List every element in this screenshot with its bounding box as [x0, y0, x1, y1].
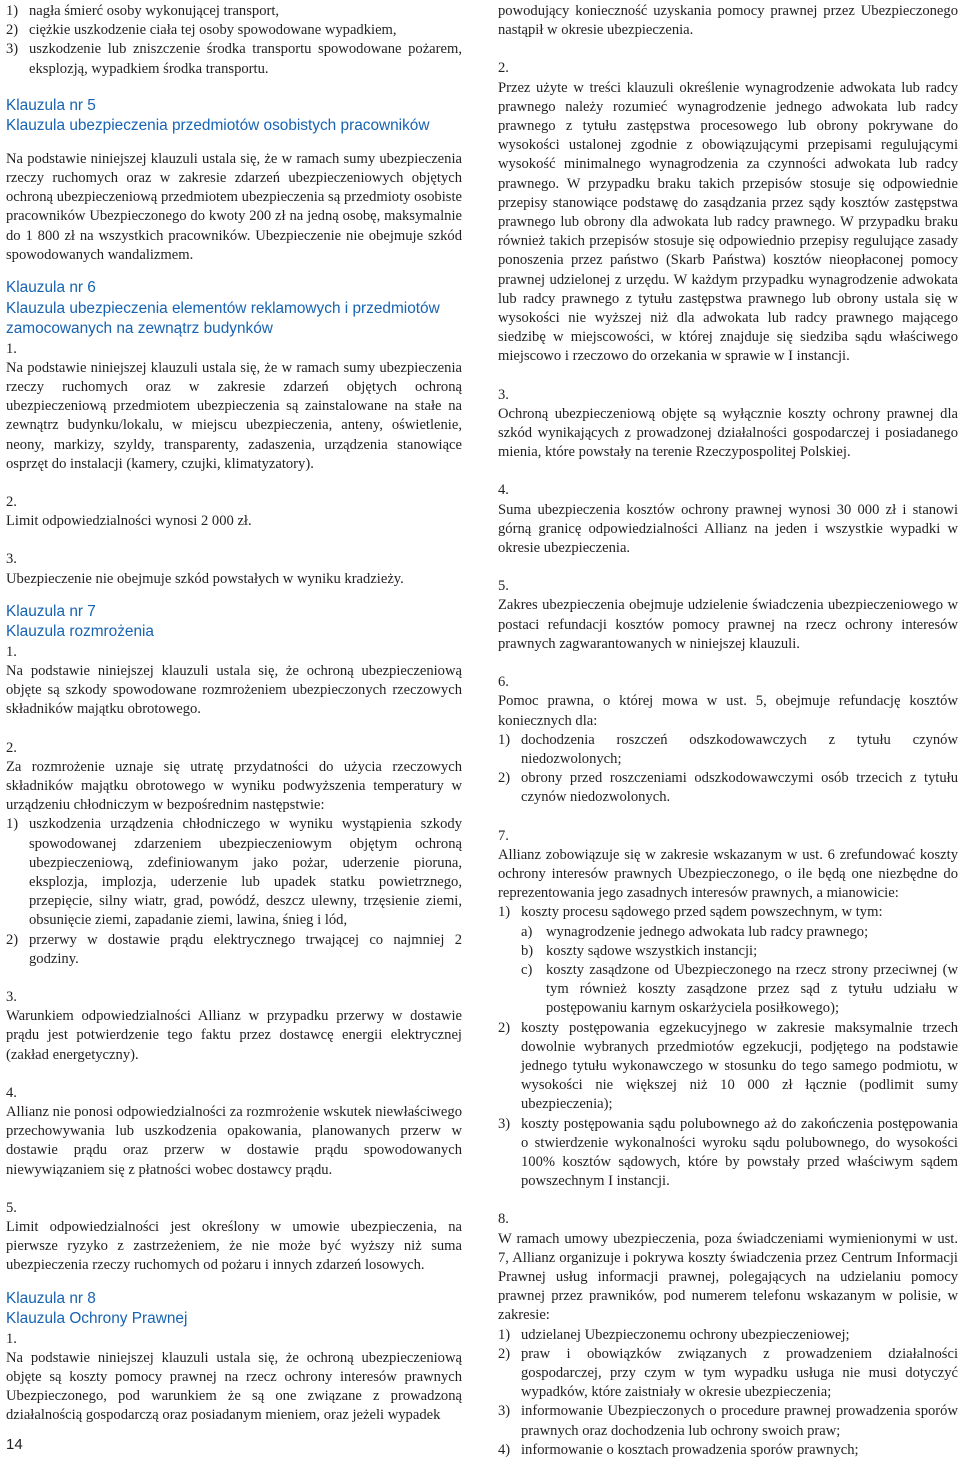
list-item: 1) koszty procesu sądowego przed sądem powszechnym, w tym: a) wynagrodzenie jednego adwokata lub radcy prawnego; b) koszty sądowe wszystkich instancji; c) koszty zasądzone od Ubezpieczonego na rzecz strony przeciwnej (w tym również koszty zasądzone przez sąd z tytułu udziału w postępowaniu karnym oskarżyciela posiłkowego); [498, 903, 958, 1018]
clause-8-list-8 [498, 1326, 958, 1460]
clause-8-paragraph-6: Pomoc prawna, o której mowa w ust. 5, obejmuje refundację kosztów koniecznych dla: [498, 693, 958, 729]
section-number: 2. [6, 493, 17, 510]
section-number: 5. [498, 578, 509, 595]
list-item: 3) uszkodzenie lub zniszczenie środka transportu spowodowane pożarem, eksplozją, wypadkiem środka transportu. [6, 41, 462, 77]
section-number: 1. [6, 1330, 17, 1347]
clause-6-number: Klauzula nr 6 [6, 279, 96, 297]
clause-7-number: Klauzula nr 7 [6, 602, 96, 620]
intro-list [6, 2, 462, 79]
clause-8-title: Klauzula Ochrony Prawnej [6, 1310, 188, 1328]
clause-8-paragraph-8: W ramach umowy ubezpieczenia, poza świadczeniami wymienionymi w ust. 7, Allianz organizuje i pokrywa koszty świadczenia przez Centrum Informacji Prawnej usług informacji prawnej, polegających na udzielaniu pomocy prawnej przez prawników, pod numerem telefonu wskazanym w polisie, w zakresie: [498, 1230, 958, 1324]
list-item: 2) przerwy w dostawie prądu elektrycznego trwającej co najmniej 2 godziny. [6, 931, 462, 967]
section-number: 3. [6, 989, 17, 1006]
clause-8-paragraph-1: Na podstawie niniejszej klauzuli ustala się, że ochroną ubezpieczeniową objęte są koszty pomocy prawnej na rzecz ochrony interesów prawnych Ubezpieczonego, pod warunkiem że są one związane z prowadzoną działalnością gospodarczą oraz posiadanym mieniem, oraz jeżeli wypadek [6, 1349, 462, 1424]
clause-8-paragraph-2: Przez użyte w treści klauzuli określenie wynagrodzenie adwokata lub radcy prawnego należy rozumieć wynagrodzenie jednego adwokata lub radcy prawnego z tytułu zastępstwa procesowego lub obrony pokrywane do wysokości ustalonej zgodnie z obowiązującymi przepisami regulującymi wysokość minimalnego wynagrodzenia za czynności adwokata lub radcy prawnego. W przypadku braku takich przepisów stosuje się odpowiednie przepisy stanowiące podstawę do zasądzania przez sądy kosztów zastępstwa prawnego lub obrony dla adwokata lub radcy prawnego. W przypadku braku również takich przepisów stosuje się odpowiednio przepisy regulujące zasady ponoszenia przez państwo (Skarb Państwa) kosztów nieopłaconej pomocy prawnej udzielonej z urzędu. W każdym przypadku wynagrodzenie adwokata lub radcy prawnego z tytułu zastępstwa prawnego lub obrony ustala się w wysokości nie wyższej niż dla adwokata lub radcy prawnego mającego siedzibę w miejscowości, w której znajduje się siedziba sądu właściwego miejscowo i rzeczowo do orzekania w sprawie w I instancji. [498, 79, 958, 365]
list-item: 3) koszty postępowania sądu polubownego aż do zakończenia postępowania o stwierdzenie wykonalności wyroku sądu polubownego, do wysokości 100% kosztów sądowych, które by powstały przed właściwym sądem powszechnym I instancji. [498, 1115, 958, 1190]
clause-8-paragraph-5: Zakres ubezpieczenia obejmuje udzielenie świadczenia ubezpieczeniowego w postaci refundacji kosztów pomocy prawnej na rzecz ochrony interesów prawnych zagwarantowanych w niniejszej klauzuli. [498, 597, 958, 652]
section-number: 2. [498, 60, 509, 77]
clause-8-paragraph-7: Allianz zobowiązuje się w zakresie wskazanym w ust. 6 zrefundować koszty ochrony interesów prawnych Ubezpieczonego, o ile będą one niezbędne do reprezentowania jego zasadnych interesów prawnych, a mianowicie: [498, 846, 958, 902]
list-item: 1) uszkodzenia urządzenia chłodniczego w wyniku wystąpienia szkody spowodowanej zdarzeniem ubezpieczeniowym objętym ochroną ubezpieczeniową, zdefiniowanym jako pożar, uderzenie pioruna, eksplozja, implozja, uderzenie lub upadek statku powietrznego, przepięcie, silny wiatr, grad, powódź, deszcz ulewny, trzęsienie ziemi, obsunięcie ziemi, zapadanie ziemi, lawina, śnieg i lód, [6, 816, 462, 929]
clause-6-title: Klauzula ubezpieczenia elementów reklamowych i przedmiotów zamocowanych na zewnątrz budynków [6, 299, 440, 338]
clause-8-paragraph-4: Suma ubezpieczenia kosztów ochrony prawnej wynosi 30 000 zł i stanowi górną granicę odpowiedzialności Allianz na jeden i wszystkie wypadki w okresie ubezpieczenia. [498, 501, 958, 557]
left-column [6, 2, 462, 1426]
section-number: 1. [6, 643, 17, 660]
clause-6-paragraph-3: Ubezpieczenie nie obejmuje szkód powstałych w wyniku kradzieży. [6, 570, 404, 587]
clause-8-number: Klauzula nr 8 [6, 1289, 96, 1307]
clause-5-paragraph: Na podstawie niniejszej klauzuli ustala się, że w ramach sumy ubezpieczenia rzeczy ruchomych oraz w zakresie zdarzeń ubezpieczeniowych objętych ochroną ubezpieczeniową przedmiotem ubezpieczenia są przedmioty osobiste pracowników Ubezpieczonego do kwoty 200 zł na jedną osobę, maksymalnie do 1 800 zł na wszystkich pracowników. Ubezpieczenie nie obejmuje szkód spowodowanych wandalizmem. [6, 150, 462, 263]
clause-7-title: Klauzula rozmrożenia [6, 623, 154, 641]
section-number: 4. [6, 1084, 17, 1101]
list-item: 3) informowanie Ubezpieczonych o procedure prawnej prowadzenia sporów prawnych oraz dochodzenia lub ochrony swoich praw; [498, 1403, 958, 1439]
clause-5-title: Klauzula ubezpieczenia przedmiotów osobistych pracowników [6, 117, 430, 135]
list-item: 1) dochodzenia roszczeń odszkodowawczych z tytułu czynów niedozwolonych; [498, 731, 958, 767]
list-item: b) koszty sądowe wszystkich instancji; [521, 942, 758, 959]
clause-7-paragraph-2: Za rozmrożenie uznaje się utratę przydatności do użycia rzeczowych składników majątku obrotowego w wyniku podwyższenia temperatury w urządzeniu chłodniczym w bezpośrednim następstwie: [6, 758, 462, 814]
list-item: 4) informowanie o kosztach prowadzenia sporów prawnych; [498, 1441, 859, 1458]
list-item: 2) obrony przed roszczeniami odszkodowawczymi osób trzecich z tytułu czynów niedozwolonych. [498, 770, 958, 806]
clause-5-number: Klauzula nr 5 [6, 96, 96, 114]
right-column [498, 2, 958, 1460]
list-item: 2) ciężkie uszkodzenie ciała tej osoby spowodowane wypadkiem, [6, 22, 397, 39]
clause-6-paragraph-1: Na podstawie niniejszej klauzuli ustala się, że w ramach sumy ubezpieczenia rzeczy ruchomych oraz w zakresie zdarzeń objętych ochroną ubezpieczeniową przedmiotem ubezpieczenia są zainstalowane na stałe na zewnątrz budynku/lokalu, w miejscu ubezpieczenia, anteny, oświetlenie, neony, markizy, szyldy, transparenty, zadaszenia, urządzenia stanowiące osprzęt do instalacji (kamery, czujki, klimatyzatory). [6, 359, 462, 472]
section-number: 8. [498, 1211, 509, 1228]
clause-7-paragraph-4: Allianz nie ponosi odpowiedzialności za rozmrożenie wskutek niewłaściwego przechowywania lub uszkodzenia opakowania, planowanych przerw w dostawie prądu oraz przerw w dostawie prądu spowodowanych niewywiązaniem się z płatności wobec dostawcy prądu. [6, 1104, 462, 1178]
list-item: 1) nagła śmierć osoby wykonującej transport, [6, 3, 280, 19]
section-number: 3. [498, 386, 509, 403]
clause-8-paragraph-1-cont: powodujący konieczność uzyskania pomocy prawnej przez Ubezpieczonego nastąpił w okresie ubezpieczenia. [498, 3, 958, 39]
clause-7-paragraph-1: Na podstawie niniejszej klauzuli ustala się, że ochroną ubezpieczeniową objęte są szkody spowodowane rozmrożeniem ubezpieczonych rzeczowych składników majątku obrotowego. [6, 662, 462, 718]
clause-6-paragraph-2: Limit odpowiedzialności wynosi 2 000 zł. [6, 513, 252, 530]
clause-7-paragraph-3: Warunkiem odpowiedzialności Allianz w przypadku przerwy w dostawie prądu jest potwierdzenie tego faktu przez dostawcę energii elektrycznej (zakład energetyczny). [6, 1008, 462, 1063]
list-item: 1) udzielanej Ubezpieczonemu ochrony ubezpieczeniowej; [498, 1326, 850, 1343]
section-number: 3. [6, 551, 17, 568]
section-number: 2. [6, 739, 17, 756]
list-item: a) wynagrodzenie jednego adwokata lub radcy prawnego; [521, 923, 869, 940]
section-number: 6. [498, 674, 509, 691]
section-number: 4. [498, 482, 509, 499]
clause-7-list [6, 815, 462, 969]
section-number: 7. [498, 827, 509, 844]
clause-7-paragraph-5: Limit odpowiedzialności jest określony w umowie ubezpieczenia, na pierwsze ryzyko z zastrzeżeniem, że nie może być wyższy niż suma ubezpieczenia rzeczy ruchomych od pożaru i innych zdarzeń losowych. [6, 1219, 462, 1274]
page-number: 14 [6, 1436, 23, 1453]
clause-8-list-6 [498, 731, 958, 808]
clause-8-sublist [521, 923, 958, 1019]
list-item: 2) praw i obowiązków związanych z prowadzeniem działalności gospodarczej, przy czym w tym wypadku usługa nie musi dotyczyć wypadków, które zaistniały w okresie ubezpieczenia; [498, 1345, 958, 1401]
list-item: 2) koszty postępowania egzekucyjnego w zakresie maksymalnie trzech dowolnie wybranych przedmiotów egzekucji, podjętego na podstawie jednego tytułu wykonawczego w stosunku do tego samego podmiotu, w wysokości nie większej niż 10 000 zł łącznie (podlimit sumy ubezpieczenia); [498, 1019, 958, 1113]
list-item: c) koszty zasądzone od Ubezpieczonego na rzecz strony przeciwnej (w tym również koszty zasądzone przez sąd z tytułu udziału w postępowaniu karnym oskarżyciela posiłkowego); [521, 961, 958, 1017]
section-number: 5. [6, 1199, 17, 1216]
section-number: 1. [6, 340, 17, 357]
clause-8-paragraph-3: Ochroną ubezpieczeniową objęte są wyłącznie koszty ochrony prawnej dla szkód wynikających z prowadzonej działalności gospodarczej i posiadanego mienia, które powstały na terenie Rzeczypospolitej Polskiej. [498, 405, 958, 461]
clause-8-list-7 [498, 903, 958, 1191]
